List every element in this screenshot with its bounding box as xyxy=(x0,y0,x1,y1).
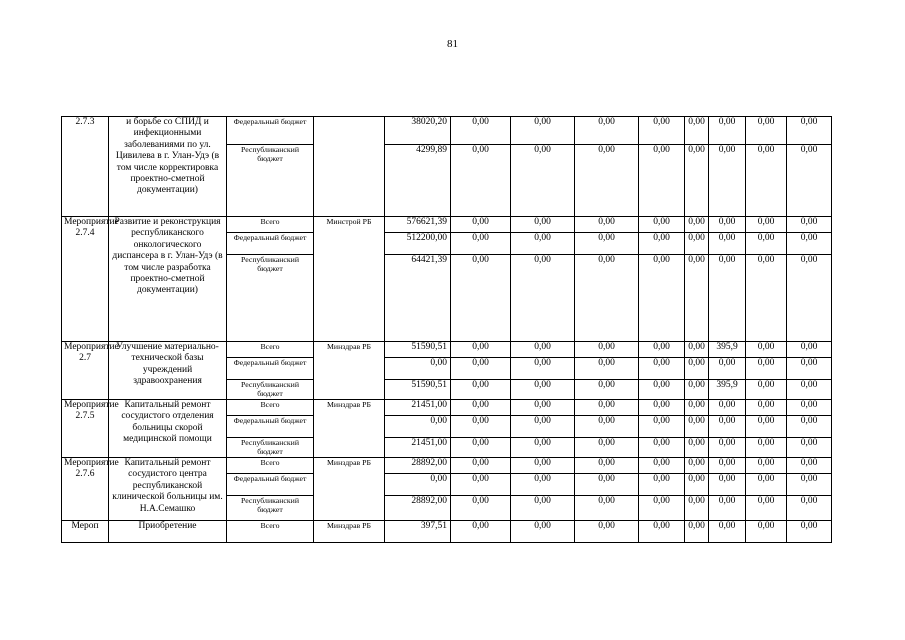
budget-table xyxy=(61,116,832,543)
year-value: 0,00 xyxy=(575,521,639,543)
activity-code: Мероприятие 2.7.4 xyxy=(62,217,109,342)
table-body xyxy=(62,117,832,543)
budget-source: Республиканский бюджет xyxy=(227,145,314,217)
year-value: 0,00 xyxy=(709,117,746,145)
budget-source: Всего xyxy=(227,400,314,416)
year-value: 0,00 xyxy=(575,458,639,474)
year-value: 0,00 xyxy=(511,358,575,380)
year-value: 0,00 xyxy=(451,521,511,543)
year-value: 0,00 xyxy=(746,416,787,438)
table-row xyxy=(62,521,832,543)
year-value: 0,00 xyxy=(746,255,787,342)
year-value: 0,00 xyxy=(709,474,746,496)
year-value: 0,00 xyxy=(575,117,639,145)
year-value: 0,00 xyxy=(575,217,639,233)
budget-source: Всего xyxy=(227,217,314,233)
year-value: 0,00 xyxy=(709,145,746,217)
activity-name: Улучшение материально-технической базы учреждений здравоохранения xyxy=(109,342,227,400)
total-value: 51590,51 xyxy=(385,342,451,358)
total-value: 0,00 xyxy=(385,474,451,496)
table-row xyxy=(62,217,832,233)
year-value: 0,00 xyxy=(511,255,575,342)
year-value: 0,00 xyxy=(685,233,709,255)
year-value: 0,00 xyxy=(575,145,639,217)
year-value: 0,00 xyxy=(575,233,639,255)
year-value: 0,00 xyxy=(639,255,685,342)
year-value: 0,00 xyxy=(451,458,511,474)
year-value: 0,00 xyxy=(709,438,746,458)
year-value: 0,00 xyxy=(746,380,787,400)
year-value: 0,00 xyxy=(746,474,787,496)
budget-source: Всего xyxy=(227,521,314,543)
year-value: 0,00 xyxy=(511,342,575,358)
year-value: 0,00 xyxy=(685,117,709,145)
activity-code: Мероприятие 2.7.5 xyxy=(62,400,109,458)
year-value: 0,00 xyxy=(787,145,832,217)
executor: Минздрав РБ xyxy=(314,400,385,458)
year-value: 0,00 xyxy=(639,358,685,380)
year-value: 0,00 xyxy=(685,416,709,438)
budget-source: Всего xyxy=(227,342,314,358)
activity-name: Капитальный ремонт сосудистого отделения больницы скорой медицинской помощи xyxy=(109,400,227,458)
activity-name: Капитальный ремонт сосудистого центра республиканской клинической больницы им. Н.А.Семашко xyxy=(109,458,227,521)
year-value: 0,00 xyxy=(746,217,787,233)
year-value: 0,00 xyxy=(685,380,709,400)
year-value: 0,00 xyxy=(511,416,575,438)
year-value: 0,00 xyxy=(639,145,685,217)
year-value: 0,00 xyxy=(511,117,575,145)
year-value: 0,00 xyxy=(511,474,575,496)
year-value: 0,00 xyxy=(746,496,787,521)
year-value: 0,00 xyxy=(685,358,709,380)
activity-name: Развитие и реконструкция республиканского онкологического диспансера в г. Улан-Удэ (в том числе разработка проектно-сметной документации) xyxy=(109,217,227,342)
year-value: 0,00 xyxy=(451,380,511,400)
year-value: 0,00 xyxy=(511,458,575,474)
year-value: 0,00 xyxy=(451,358,511,380)
total-value: 21451,00 xyxy=(385,400,451,416)
year-value: 0,00 xyxy=(511,521,575,543)
year-value: 0,00 xyxy=(709,416,746,438)
year-value: 0,00 xyxy=(511,496,575,521)
year-value: 0,00 xyxy=(787,474,832,496)
year-value: 0,00 xyxy=(451,217,511,233)
page-number: 81 xyxy=(447,38,458,50)
budget-source: Федеральный бюджет xyxy=(227,416,314,438)
year-value: 0,00 xyxy=(575,342,639,358)
budget-source: Республиканский бюджет xyxy=(227,496,314,521)
year-value: 0,00 xyxy=(709,521,746,543)
year-value: 0,00 xyxy=(746,458,787,474)
year-value: 0,00 xyxy=(511,438,575,458)
year-value: 0,00 xyxy=(575,496,639,521)
year-value: 0,00 xyxy=(685,496,709,521)
year-value: 0,00 xyxy=(639,233,685,255)
year-value: 0,00 xyxy=(709,400,746,416)
total-value: 397,51 xyxy=(385,521,451,543)
year-value: 0,00 xyxy=(746,438,787,458)
year-value: 0,00 xyxy=(451,400,511,416)
year-value: 0,00 xyxy=(639,380,685,400)
year-value: 0,00 xyxy=(685,521,709,543)
year-value: 0,00 xyxy=(639,217,685,233)
year-value: 0,00 xyxy=(451,438,511,458)
activity-code: Мероприятие 2.7 xyxy=(62,342,109,400)
budget-source: Федеральный бюджет xyxy=(227,474,314,496)
year-value: 0,00 xyxy=(511,145,575,217)
year-value: 0,00 xyxy=(511,380,575,400)
table-row xyxy=(62,458,832,474)
budget-source: Республиканский бюджет xyxy=(227,438,314,458)
year-value: 0,00 xyxy=(575,358,639,380)
year-value: 0,00 xyxy=(685,400,709,416)
year-value: 0,00 xyxy=(511,400,575,416)
year-value: 0,00 xyxy=(685,255,709,342)
year-value: 0,00 xyxy=(787,400,832,416)
table-row xyxy=(62,400,832,416)
budget-source: Федеральный бюджет xyxy=(227,358,314,380)
year-value: 0,00 xyxy=(787,217,832,233)
total-value: 512200,00 xyxy=(385,233,451,255)
year-value: 0,00 xyxy=(746,145,787,217)
year-value: 0,00 xyxy=(575,400,639,416)
year-value: 0,00 xyxy=(685,458,709,474)
year-value: 0,00 xyxy=(787,233,832,255)
table-row xyxy=(62,342,832,358)
year-value: 0,00 xyxy=(709,458,746,474)
year-value: 0,00 xyxy=(787,255,832,342)
year-value: 0,00 xyxy=(787,438,832,458)
year-value: 0,00 xyxy=(685,217,709,233)
year-value: 0,00 xyxy=(451,416,511,438)
budget-source: Федеральный бюджет xyxy=(227,117,314,145)
year-value: 0,00 xyxy=(639,117,685,145)
year-value: 0,00 xyxy=(451,255,511,342)
year-value: 0,00 xyxy=(511,217,575,233)
activity-code: 2.7.3 xyxy=(62,117,109,217)
year-value: 0,00 xyxy=(746,342,787,358)
total-value: 28892,00 xyxy=(385,496,451,521)
year-value: 395,9 xyxy=(709,342,746,358)
year-value: 0,00 xyxy=(639,342,685,358)
executor: Минстрой РБ xyxy=(314,217,385,342)
total-value: 38020,20 xyxy=(385,117,451,145)
year-value: 0,00 xyxy=(787,496,832,521)
year-value: 0,00 xyxy=(746,233,787,255)
budget-source: Всего xyxy=(227,458,314,474)
activity-name: и борьбе со СПИД и инфекционными заболеваниями по ул. Цивилева в г. Улан-Удэ (в том числе корректировка проектно-сметной документации) xyxy=(109,117,227,217)
year-value: 0,00 xyxy=(787,416,832,438)
year-value: 0,00 xyxy=(746,521,787,543)
year-value: 0,00 xyxy=(575,438,639,458)
year-value: 0,00 xyxy=(639,438,685,458)
budget-source: Республиканский бюджет xyxy=(227,380,314,400)
year-value: 0,00 xyxy=(787,521,832,543)
total-value: 0,00 xyxy=(385,416,451,438)
year-value: 0,00 xyxy=(575,380,639,400)
year-value: 0,00 xyxy=(685,342,709,358)
year-value: 395,9 xyxy=(709,380,746,400)
year-value: 0,00 xyxy=(639,416,685,438)
year-value: 0,00 xyxy=(709,358,746,380)
total-value: 0,00 xyxy=(385,358,451,380)
year-value: 0,00 xyxy=(511,233,575,255)
year-value: 0,00 xyxy=(575,474,639,496)
year-value: 0,00 xyxy=(451,233,511,255)
year-value: 0,00 xyxy=(746,117,787,145)
total-value: 28892,00 xyxy=(385,458,451,474)
year-value: 0,00 xyxy=(639,458,685,474)
year-value: 0,00 xyxy=(787,117,832,145)
year-value: 0,00 xyxy=(451,342,511,358)
total-value: 4299,89 xyxy=(385,145,451,217)
executor xyxy=(314,117,385,217)
year-value: 0,00 xyxy=(639,521,685,543)
year-value: 0,00 xyxy=(639,400,685,416)
year-value: 0,00 xyxy=(639,496,685,521)
executor: Минздрав РБ xyxy=(314,342,385,400)
year-value: 0,00 xyxy=(451,474,511,496)
activity-code: Мероприятие 2.7.6 xyxy=(62,458,109,521)
budget-source: Республиканский бюджет xyxy=(227,255,314,342)
total-value: 64421,39 xyxy=(385,255,451,342)
year-value: 0,00 xyxy=(709,233,746,255)
total-value: 576621,39 xyxy=(385,217,451,233)
year-value: 0,00 xyxy=(787,380,832,400)
year-value: 0,00 xyxy=(451,117,511,145)
year-value: 0,00 xyxy=(709,255,746,342)
executor: Минздрав РБ xyxy=(314,458,385,521)
year-value: 0,00 xyxy=(685,145,709,217)
year-value: 0,00 xyxy=(787,458,832,474)
year-value: 0,00 xyxy=(787,358,832,380)
year-value: 0,00 xyxy=(451,145,511,217)
table-row xyxy=(62,117,832,145)
year-value: 0,00 xyxy=(575,416,639,438)
year-value: 0,00 xyxy=(709,496,746,521)
year-value: 0,00 xyxy=(575,255,639,342)
year-value: 0,00 xyxy=(685,474,709,496)
year-value: 0,00 xyxy=(685,438,709,458)
budget-source: Федеральный бюджет xyxy=(227,233,314,255)
year-value: 0,00 xyxy=(639,474,685,496)
year-value: 0,00 xyxy=(746,400,787,416)
year-value: 0,00 xyxy=(709,217,746,233)
activity-code: Мероп xyxy=(62,521,109,543)
total-value: 21451,00 xyxy=(385,438,451,458)
year-value: 0,00 xyxy=(451,496,511,521)
year-value: 0,00 xyxy=(787,342,832,358)
executor: Минздрав РБ xyxy=(314,521,385,543)
activity-name: Приобретение xyxy=(109,521,227,543)
total-value: 51590,51 xyxy=(385,380,451,400)
year-value: 0,00 xyxy=(746,358,787,380)
